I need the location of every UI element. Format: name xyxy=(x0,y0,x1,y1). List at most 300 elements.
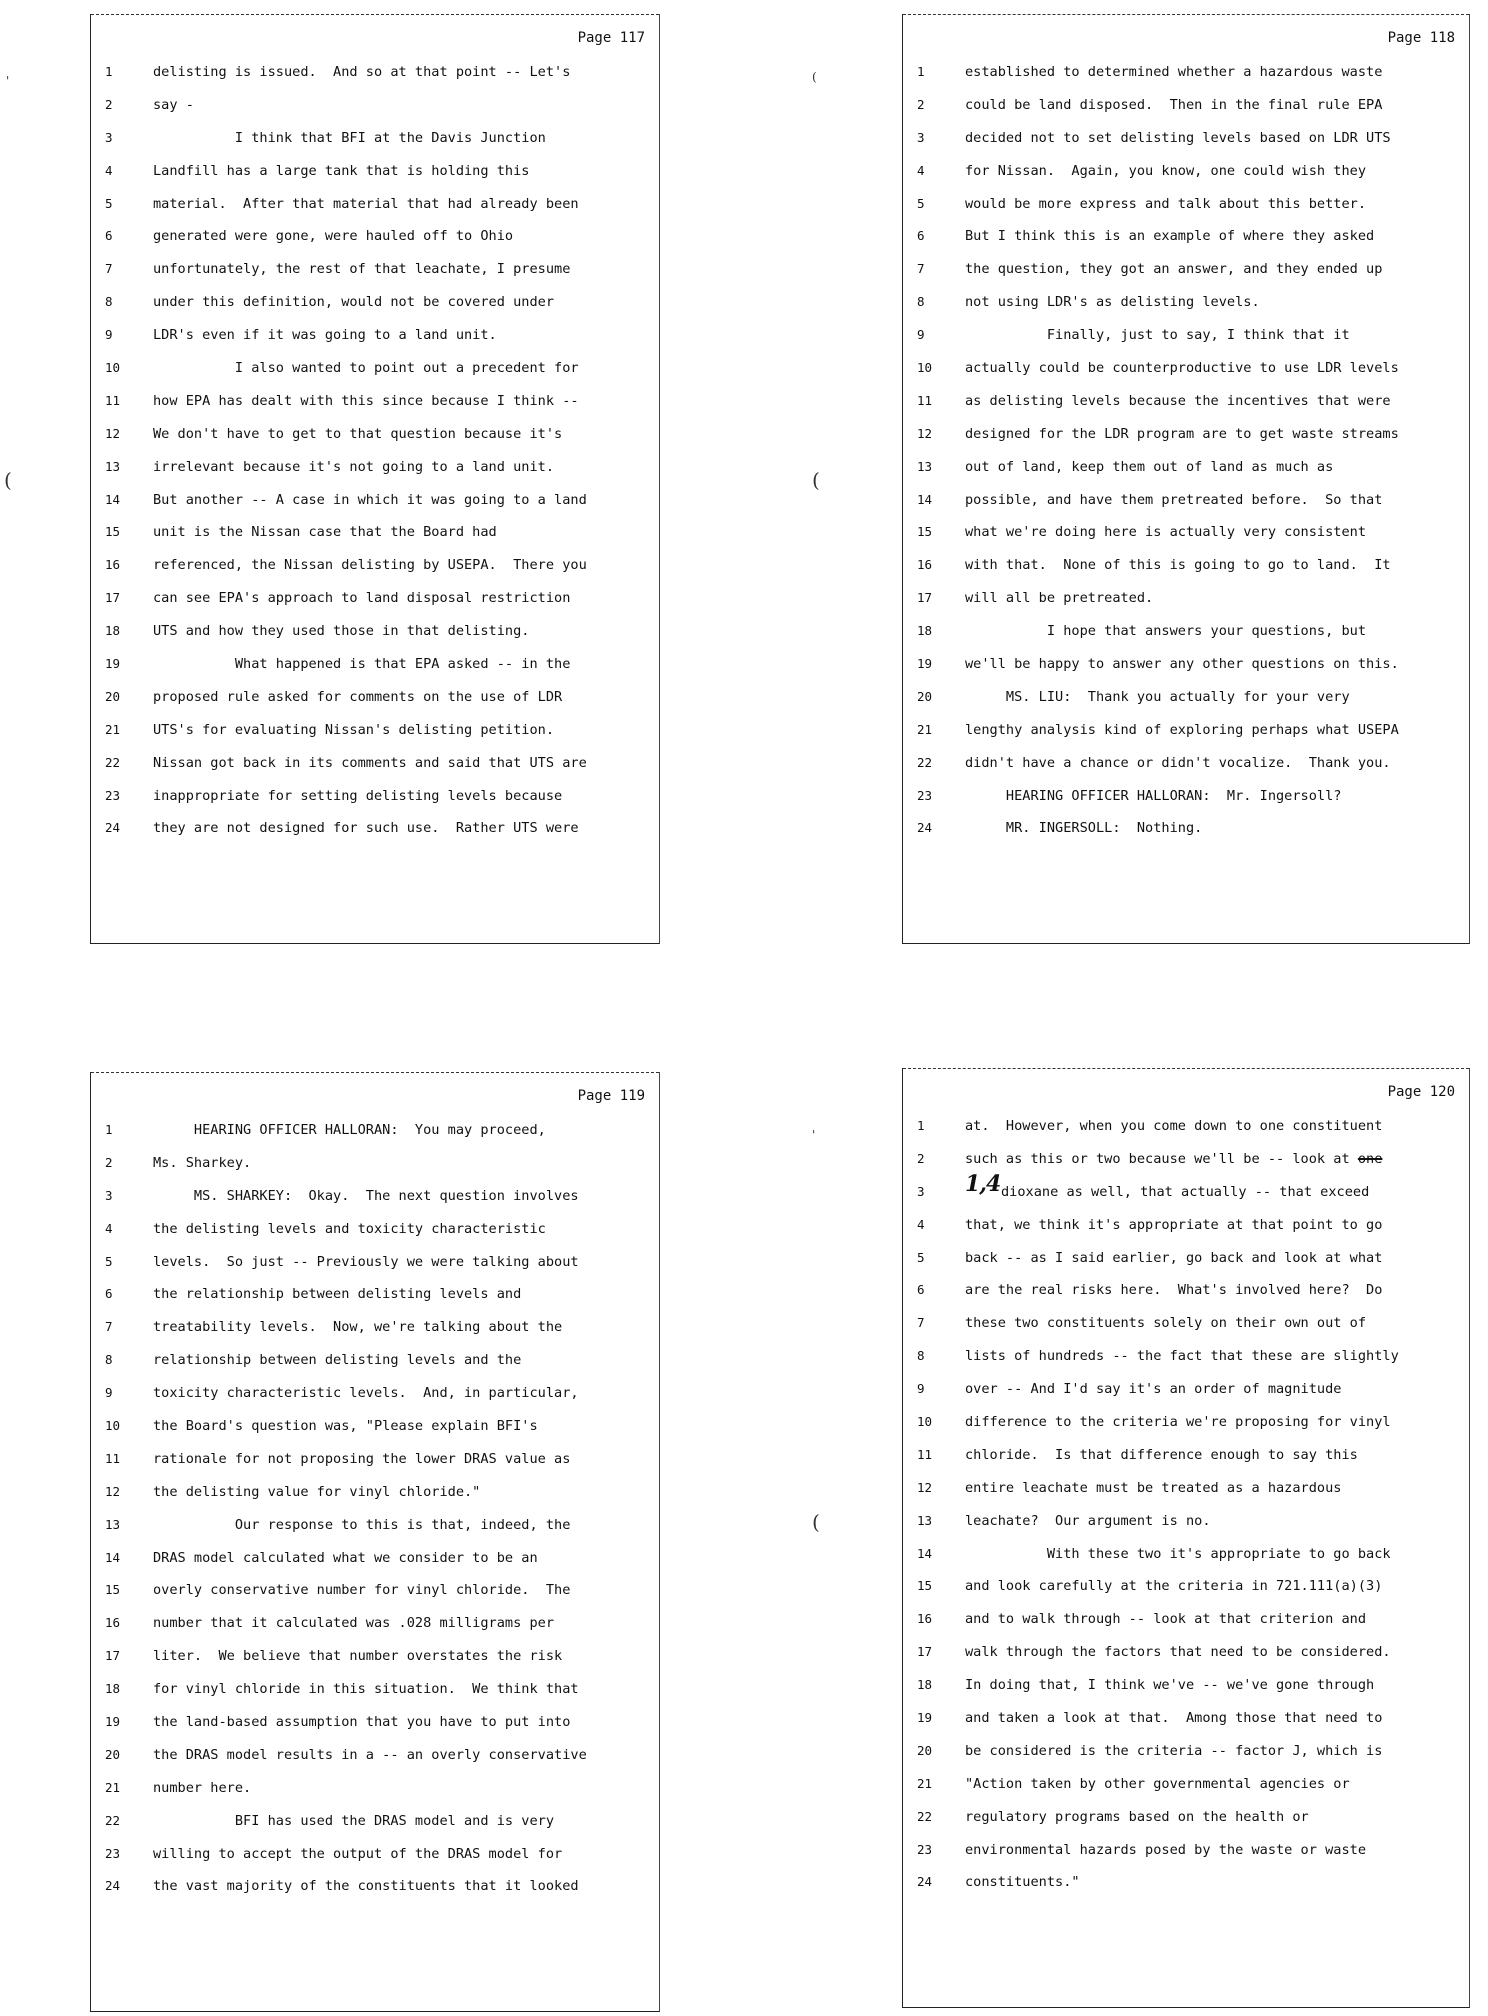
line-text xyxy=(153,656,570,672)
line-text xyxy=(965,1447,1358,1463)
line-text-content: willing to accept the output of the DRAS model for xyxy=(153,1845,563,1862)
transcript-line xyxy=(91,689,659,722)
line-text-content: liter. We believe that number overstates the risk xyxy=(153,1648,563,1665)
transcript-line xyxy=(91,1550,659,1583)
transcript-line xyxy=(91,1681,659,1714)
line-text xyxy=(153,1681,579,1697)
transcript-line xyxy=(903,294,1469,327)
line-text xyxy=(965,1151,1382,1167)
line-text-content: relationship between delisting levels and the xyxy=(153,1352,522,1369)
line-text xyxy=(153,557,587,573)
transcript-line xyxy=(91,196,659,229)
line-text xyxy=(153,1813,554,1829)
line-text xyxy=(965,294,1260,310)
line-number: 10 xyxy=(917,1414,933,1430)
margin-paren-mark: ( xyxy=(812,468,820,492)
line-text xyxy=(153,426,562,442)
line-text xyxy=(965,163,1366,179)
line-text xyxy=(965,130,1391,146)
line-text xyxy=(153,1780,251,1796)
transcript-line xyxy=(903,97,1469,130)
line-number: 19 xyxy=(105,1714,121,1730)
line-text-content: back -- as I said earlier, go back and look at what xyxy=(965,1249,1383,1266)
line-text-content: delisting is issued. And so at that point -- Let's xyxy=(153,64,571,80)
line-number: 4 xyxy=(105,162,113,178)
transcript-line xyxy=(91,1254,659,1287)
line-text xyxy=(965,820,1202,836)
transcript-line xyxy=(91,524,659,557)
line-text-content: But I think this is an example of where they asked xyxy=(965,228,1375,245)
line-number: 5 xyxy=(917,195,925,211)
transcript-line xyxy=(91,97,659,130)
line-text-content: designed for the LDR program are to get waste streams xyxy=(965,425,1399,442)
transcript-line xyxy=(91,1846,659,1879)
line-text xyxy=(153,1648,562,1664)
transcript-line xyxy=(903,492,1469,525)
line-number: 2 xyxy=(105,1154,113,1170)
transcript-line xyxy=(903,1611,1469,1644)
line-text xyxy=(965,1282,1382,1298)
line-text-content: the Board's question was, "Please explain BFI's xyxy=(153,1418,538,1435)
line-text xyxy=(153,1188,579,1204)
transcript-line xyxy=(903,1250,1469,1283)
line-text xyxy=(965,426,1399,442)
line-text xyxy=(153,788,562,804)
line-text xyxy=(153,1517,570,1533)
line-text-content: that, we think it's appropriate at that point to go xyxy=(965,1216,1383,1233)
line-number: 21 xyxy=(105,1779,121,1795)
transcript-line xyxy=(91,393,659,426)
transcript-line xyxy=(91,1714,659,1747)
transcript-line xyxy=(903,196,1469,229)
transcript-line xyxy=(903,1776,1469,1809)
line-text-content: can see EPA's approach to land disposal restriction xyxy=(153,590,571,607)
line-number: 3 xyxy=(105,1187,113,1203)
line-text xyxy=(153,130,546,146)
line-number: 15 xyxy=(105,524,121,540)
line-number: 21 xyxy=(917,721,933,737)
line-text-content: the vast majority of the constituents that it looked xyxy=(153,1878,579,1895)
line-number: 15 xyxy=(917,524,933,540)
line-text xyxy=(153,1878,579,1894)
line-text-content: irrelevant because it's not going to a land unit. xyxy=(153,458,555,475)
line-text-content: lengthy analysis kind of exploring perhaps what USEPA xyxy=(965,721,1399,738)
line-text xyxy=(153,459,554,475)
line-text xyxy=(153,196,579,212)
transcript-lines xyxy=(91,64,659,853)
line-number: 9 xyxy=(105,1385,113,1401)
line-text xyxy=(153,623,529,639)
transcript-line xyxy=(903,1348,1469,1381)
line-number: 5 xyxy=(917,1249,925,1265)
line-text-content: overly conservative number for vinyl chloride. The xyxy=(153,1582,571,1599)
line-text-content: unfortunately, the rest of that leachate, I presume xyxy=(153,261,571,278)
line-text xyxy=(153,393,579,409)
line-text xyxy=(965,1611,1366,1627)
line-text-content: the delisting value for vinyl chloride." xyxy=(153,1483,481,1500)
line-text-content: could be land disposed. Then in the final rule EPA xyxy=(965,96,1383,113)
line-text-content: will all be pretreated. xyxy=(965,590,1154,607)
line-number: 22 xyxy=(105,754,121,770)
line-number: 10 xyxy=(105,1418,121,1434)
line-text xyxy=(965,1118,1382,1134)
line-number: 14 xyxy=(917,1545,933,1561)
line-text xyxy=(965,722,1399,738)
line-text xyxy=(153,1254,579,1270)
line-number: 3 xyxy=(917,1183,925,1199)
margin-mark: ' xyxy=(6,74,10,88)
line-number: 12 xyxy=(917,1479,933,1495)
line-text xyxy=(965,1414,1391,1430)
line-number: 23 xyxy=(105,787,121,803)
line-text-content: DRAS model calculated what we consider to be an xyxy=(153,1549,538,1566)
line-number: 20 xyxy=(917,1742,933,1758)
line-text xyxy=(153,722,554,738)
line-text-content: levels. So just -- Previously we were talking about xyxy=(153,1253,579,1270)
transcript-line xyxy=(903,1447,1469,1480)
line-text-content: constituents." xyxy=(965,1874,1080,1891)
line-text xyxy=(965,1381,1341,1397)
transcript-line xyxy=(91,1780,659,1813)
line-text-content: not using LDR's as delisting levels. xyxy=(965,294,1260,311)
line-text xyxy=(153,755,587,771)
line-text xyxy=(965,360,1399,376)
line-number: 15 xyxy=(105,1582,121,1598)
line-text-content: referenced, the Nissan delisting by USEPA. There you xyxy=(153,557,587,574)
line-number: 22 xyxy=(105,1812,121,1828)
transcript-line xyxy=(903,623,1469,656)
page-number: Page 119 xyxy=(577,1088,645,1104)
line-text-content: how EPA has dealt with this since because I think -- xyxy=(153,392,579,409)
line-number: 8 xyxy=(917,294,925,310)
line-text xyxy=(965,788,1341,804)
line-text-content: dioxane as well, that actually -- that exceed xyxy=(1001,1183,1370,1200)
line-text-content: generated were gone, were hauled off to Ohio xyxy=(153,228,514,245)
line-number: 5 xyxy=(105,1253,113,1269)
transcript-line xyxy=(91,1122,659,1155)
line-text-content: In doing that, I think we've -- we've gone through xyxy=(965,1677,1375,1694)
line-text-content: the land-based assumption that you have to put into xyxy=(153,1714,571,1731)
transcript-line xyxy=(91,557,659,590)
line-text-content: LDR's even if it was going to a land unit. xyxy=(153,327,497,344)
line-text xyxy=(153,1221,546,1237)
line-text xyxy=(965,1644,1391,1660)
line-text xyxy=(965,1578,1382,1594)
line-number: 8 xyxy=(105,1352,113,1368)
line-text xyxy=(153,689,562,705)
line-text-content: "Action taken by other governmental agencies or xyxy=(965,1775,1350,1792)
line-number: 11 xyxy=(105,392,121,408)
transcript-line xyxy=(903,1480,1469,1513)
line-number: 21 xyxy=(105,721,121,737)
line-text xyxy=(965,64,1382,80)
line-text xyxy=(965,261,1382,277)
line-text-content: I think that BFI at the Davis Junction xyxy=(153,129,546,146)
line-text xyxy=(153,1418,538,1434)
line-text-content: UTS and how they used those in that delisting. xyxy=(153,623,530,640)
line-text xyxy=(965,1776,1350,1792)
transcript-line xyxy=(91,1451,659,1484)
line-text xyxy=(965,1677,1374,1693)
line-text-content: walk through the factors that need to be considered. xyxy=(965,1644,1391,1661)
line-text xyxy=(153,294,554,310)
transcript-line xyxy=(903,1381,1469,1414)
line-number: 23 xyxy=(917,1841,933,1857)
line-number: 23 xyxy=(105,1845,121,1861)
line-text xyxy=(153,1155,251,1171)
transcript-line xyxy=(903,393,1469,426)
line-number: 6 xyxy=(105,1286,113,1302)
line-text xyxy=(965,755,1391,771)
line-text-content: I hope that answers your questions, but xyxy=(965,623,1367,640)
line-number: 12 xyxy=(917,425,933,441)
line-text xyxy=(153,492,587,508)
line-text xyxy=(153,590,570,606)
line-text xyxy=(965,1480,1341,1496)
line-number: 9 xyxy=(105,327,113,343)
transcript-line xyxy=(91,360,659,393)
line-text-content: material. After that material that had already been xyxy=(153,195,579,212)
transcript-line xyxy=(903,1874,1469,1907)
line-text-content: decided not to set delisting levels based on LDR UTS xyxy=(965,129,1391,146)
line-text xyxy=(965,196,1366,212)
line-text xyxy=(153,1451,570,1467)
line-number: 11 xyxy=(105,1450,121,1466)
line-text xyxy=(965,228,1374,244)
struck-text: one xyxy=(1357,1150,1383,1167)
line-number: 6 xyxy=(105,228,113,244)
page-number: Page 118 xyxy=(1387,30,1455,46)
line-text xyxy=(153,327,497,343)
transcript-line xyxy=(903,426,1469,459)
line-number: 8 xyxy=(917,1348,925,1364)
transcript-line xyxy=(903,1809,1469,1842)
line-text-content: entire leachate must be treated as a hazardous xyxy=(965,1479,1342,1496)
line-text xyxy=(965,1348,1399,1364)
transcript-line xyxy=(91,1352,659,1385)
line-text xyxy=(153,97,194,113)
transcript-line xyxy=(903,689,1469,722)
line-text xyxy=(965,656,1399,672)
line-number: 9 xyxy=(917,1381,925,1397)
line-text-content: as delisting levels because the incentives that were xyxy=(965,392,1391,409)
line-text-content: rationale for not proposing the lower DRAS value as xyxy=(153,1450,571,1467)
line-text xyxy=(153,524,497,540)
transcript-line xyxy=(903,1644,1469,1677)
line-text-content: established to determined whether a hazardous waste xyxy=(965,64,1383,80)
line-number: 1 xyxy=(917,64,925,79)
line-number: 19 xyxy=(917,1710,933,1726)
line-text-content: for Nissan. Again, you know, one could wish they xyxy=(965,162,1367,179)
line-number: 19 xyxy=(917,656,933,672)
line-text-content: actually could be counterproductive to use LDR levels xyxy=(965,360,1399,377)
line-text xyxy=(153,1385,579,1401)
transcript-line xyxy=(91,228,659,261)
handwritten-annotation: 1,4 xyxy=(965,1170,1001,1197)
line-text xyxy=(153,1286,521,1302)
line-text-content: lists of hundreds -- the fact that these are slightly xyxy=(965,1348,1399,1365)
transcript-lines xyxy=(91,1122,659,1911)
line-text xyxy=(965,1250,1382,1266)
line-text xyxy=(153,1615,554,1631)
transcript-line xyxy=(903,1710,1469,1743)
transcript-line xyxy=(91,492,659,525)
transcript-line xyxy=(91,261,659,294)
line-text xyxy=(965,524,1366,540)
line-number: 24 xyxy=(105,820,121,836)
transcript-line xyxy=(91,1517,659,1550)
line-number: 13 xyxy=(917,1512,933,1528)
line-text-content: and taken a look at that. Among those that need to xyxy=(965,1710,1383,1727)
line-text-content: they are not designed for such use. Rather UTS were xyxy=(153,820,579,837)
line-text-content: chloride. Is that difference enough to say this xyxy=(965,1446,1358,1463)
line-text-content: the DRAS model results in a -- an overly conservative xyxy=(153,1746,587,1763)
transcript-line xyxy=(903,1546,1469,1579)
line-number: 24 xyxy=(917,1874,933,1890)
line-number: 9 xyxy=(917,327,925,343)
line-text xyxy=(965,459,1333,475)
line-text-content: these two constituents solely on their own out of xyxy=(965,1315,1367,1332)
transcript-line xyxy=(903,64,1469,97)
line-number: 4 xyxy=(917,1216,925,1232)
transcript-line xyxy=(91,163,659,196)
transcript-line xyxy=(903,722,1469,755)
line-number: 18 xyxy=(105,623,121,639)
transcript-line xyxy=(903,228,1469,261)
line-number: 1 xyxy=(917,1118,925,1133)
transcript-line xyxy=(903,788,1469,821)
line-text-content: leachate? Our argument is no. xyxy=(965,1512,1211,1529)
line-number: 10 xyxy=(105,360,121,376)
line-text xyxy=(153,1484,480,1500)
line-number: 14 xyxy=(105,491,121,507)
line-text xyxy=(965,1217,1382,1233)
line-text-content: would be more express and talk about this better. xyxy=(965,195,1367,212)
line-text xyxy=(153,1122,546,1138)
line-text-content: regulatory programs based on the health or xyxy=(965,1808,1309,1825)
transcript-line xyxy=(91,623,659,656)
line-text xyxy=(965,623,1366,639)
line-text xyxy=(153,163,529,179)
transcript-page-120 xyxy=(902,1068,1470,2008)
line-text-content: at. However, when you come down to one constituent xyxy=(965,1118,1383,1134)
line-text xyxy=(965,1809,1309,1825)
line-number: 1 xyxy=(105,64,113,79)
line-number: 8 xyxy=(105,294,113,310)
line-text-content: and to walk through -- look at that criterion and xyxy=(965,1611,1367,1628)
transcript-line xyxy=(903,261,1469,294)
line-number: 17 xyxy=(917,1644,933,1660)
line-text xyxy=(153,1714,570,1730)
page-number: Page 117 xyxy=(577,30,645,46)
line-number: 11 xyxy=(917,392,933,408)
line-number: 13 xyxy=(917,458,933,474)
line-text xyxy=(153,820,579,836)
line-number: 24 xyxy=(917,820,933,836)
line-number: 7 xyxy=(917,1315,925,1331)
line-text-content: and look carefully at the criteria in 721.111(a)(3) xyxy=(965,1578,1383,1595)
line-number: 18 xyxy=(917,1677,933,1693)
transcript-line xyxy=(91,1615,659,1648)
transcript-line xyxy=(91,130,659,163)
margin-paren-mark: ( xyxy=(812,1510,820,1534)
margin-mark: ' xyxy=(812,1128,816,1142)
line-text-content: are the real risks here. What's involved here? Do xyxy=(965,1282,1383,1299)
line-text-content: I also wanted to point out a precedent for xyxy=(153,360,579,377)
line-number: 12 xyxy=(105,1483,121,1499)
line-number: 4 xyxy=(105,1220,113,1236)
line-text-content: BFI has used the DRAS model and is very xyxy=(153,1812,555,1829)
line-number: 2 xyxy=(105,96,113,112)
line-number: 17 xyxy=(105,590,121,606)
line-text-content: With these two it's appropriate to go back xyxy=(965,1545,1391,1562)
transcript-line xyxy=(903,130,1469,163)
transcript-line xyxy=(903,1677,1469,1710)
line-text xyxy=(153,1582,570,1598)
transcript-line xyxy=(91,820,659,853)
line-number: 16 xyxy=(105,557,121,573)
transcript-line xyxy=(91,327,659,360)
line-number: 20 xyxy=(917,688,933,704)
line-text xyxy=(965,590,1153,606)
line-number: 5 xyxy=(105,195,113,211)
line-text-content: HEARING OFFICER HALLORAN: You may proceed, xyxy=(153,1122,546,1138)
transcript-line xyxy=(91,755,659,788)
line-text-content: with that. None of this is going to go to land. It xyxy=(965,557,1391,574)
line-text-content: Landfill has a large tank that is holding this xyxy=(153,162,530,179)
line-text-content: But another -- A case in which it was going to a land xyxy=(153,491,587,508)
line-text-content: the question, they got an answer, and they ended up xyxy=(965,261,1383,278)
transcript-line xyxy=(903,327,1469,360)
transcript-line xyxy=(91,788,659,821)
transcript-line xyxy=(903,1513,1469,1546)
line-text xyxy=(965,97,1382,113)
transcript-line xyxy=(903,1743,1469,1776)
line-number: 6 xyxy=(917,228,925,244)
line-text xyxy=(965,1513,1211,1529)
transcript-line xyxy=(903,524,1469,557)
transcript-line xyxy=(91,1221,659,1254)
line-text-content: say - xyxy=(153,96,194,113)
line-text-content: environmental hazards posed by the waste or waste xyxy=(965,1841,1367,1858)
line-text xyxy=(965,393,1391,409)
line-number: 13 xyxy=(105,458,121,474)
line-number: 18 xyxy=(105,1681,121,1697)
transcript-line xyxy=(91,1878,659,1911)
line-text-content: Ms. Sharkey. xyxy=(153,1154,252,1171)
transcript-line xyxy=(903,755,1469,788)
transcript-line xyxy=(903,1842,1469,1875)
line-number: 22 xyxy=(917,754,933,770)
transcript-line xyxy=(903,820,1469,853)
transcript-line xyxy=(903,590,1469,623)
line-text xyxy=(965,1743,1382,1759)
transcript-line xyxy=(91,1286,659,1319)
line-text-content: for vinyl chloride in this situation. We think that xyxy=(153,1681,579,1698)
line-number: 16 xyxy=(917,557,933,573)
line-text xyxy=(965,1546,1391,1562)
line-number: 17 xyxy=(105,1648,121,1664)
transcript-line xyxy=(91,1582,659,1615)
transcript-line xyxy=(91,1418,659,1451)
line-number: 17 xyxy=(917,590,933,606)
line-text-content: number here. xyxy=(153,1779,252,1796)
transcript-lines xyxy=(903,64,1469,853)
line-number: 18 xyxy=(917,623,933,639)
line-number: 7 xyxy=(105,1319,113,1335)
line-text-content: MS. SHARKEY: Okay. The next question involves xyxy=(153,1187,579,1204)
line-text-content: difference to the criteria we're proposing for vinyl xyxy=(965,1414,1391,1431)
